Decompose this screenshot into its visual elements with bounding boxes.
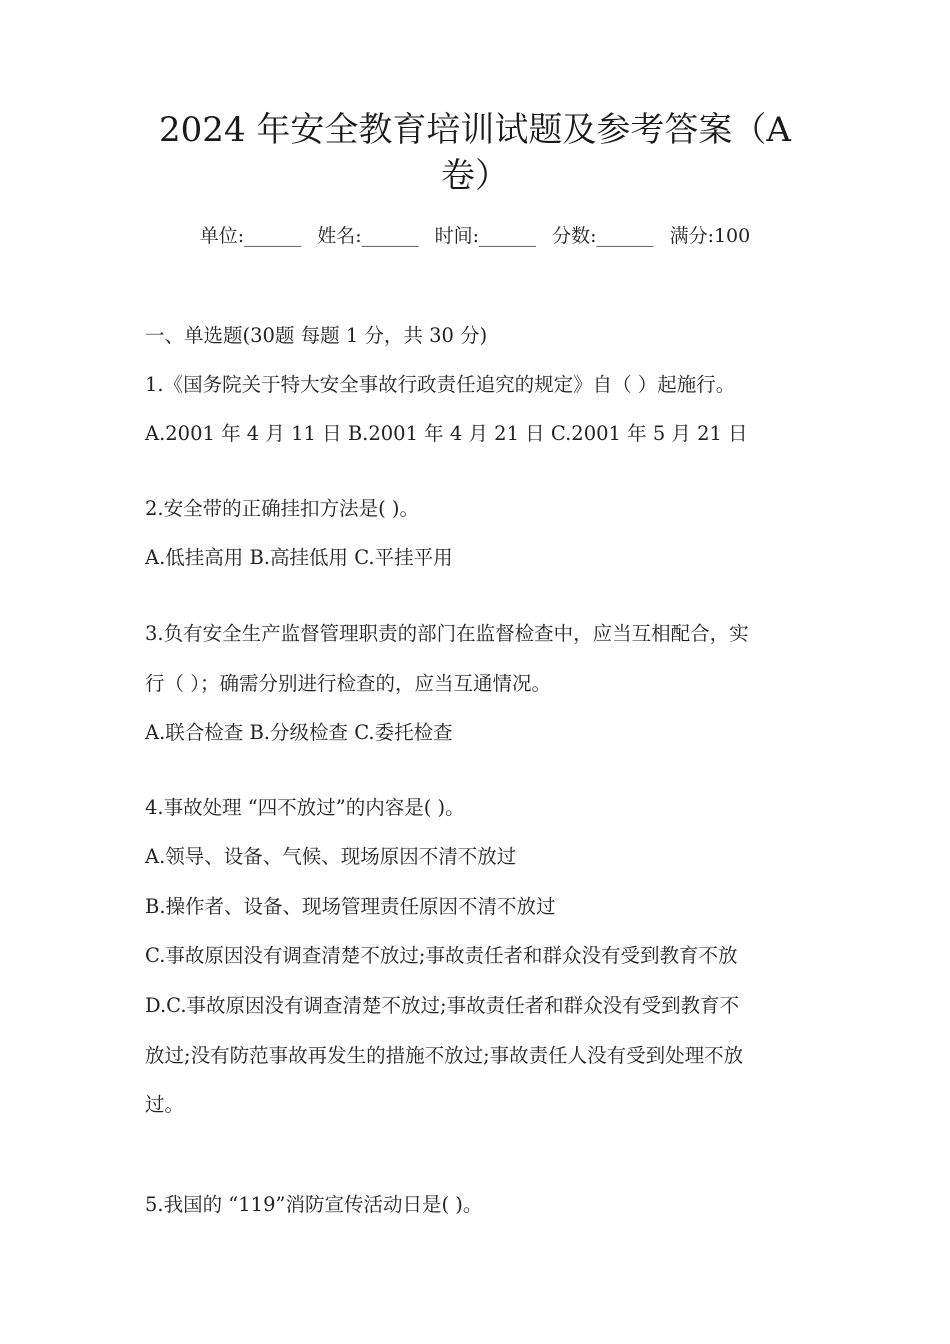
name-field: 姓名:______ bbox=[317, 225, 419, 247]
question-4-option-d-line-3: 过。 bbox=[145, 1093, 185, 1116]
question-3-stem-line-2: 行（ ）；确需分别进行检查的，应当互通情况。 bbox=[145, 672, 551, 695]
question-3-options: A.联合检查 B.分级检查 C.委托检查 bbox=[145, 721, 453, 744]
page-title-line-2: 卷） bbox=[441, 156, 509, 196]
question-4-option-d-line-1: D.C.事故原因没有调查清楚不放过;事故责任者和群众没有受到教育不 bbox=[145, 994, 740, 1017]
question-5-stem: 5.我国的 “119”消防宣传活动日是( )。 bbox=[145, 1193, 483, 1216]
exam-info-row bbox=[100, 222, 850, 250]
question-1-stem: 1.《国务院关于特大安全事故行政责任追究的规定》自（ ）起施行。 bbox=[145, 373, 736, 396]
unit-field: 单位:______ bbox=[199, 225, 302, 247]
page-title-line-1: 2024 年安全教育培训试题及参考答案（A bbox=[159, 110, 791, 150]
question-4-option-c: C.事故原因没有调查清楚不放过;事故责任者和群众没有受到教育不放 bbox=[145, 944, 738, 967]
time-field: 时间:______ bbox=[434, 225, 537, 247]
question-2-options: A.低挂高用 B.高挂低用 C.平挂平用 bbox=[145, 546, 453, 569]
question-4-option-b: B.操作者、设备、现场管理责任原因不清不放过 bbox=[145, 895, 556, 918]
question-1-options: A.2001 年 4 月 11 日 B.2001 年 4 月 21 日 C.2001 年 5 月 21 日 bbox=[145, 422, 748, 445]
question-3-stem-line-1: 3.负有安全生产监督管理职责的部门在监督检查中，应当互相配合，实 bbox=[145, 622, 749, 645]
question-4-stem: 4.事故处理 “四不放过”的内容是( )。 bbox=[145, 796, 465, 819]
score-field: 分数:______ bbox=[552, 225, 654, 247]
question-2-stem: 2.安全带的正确挂扣方法是( )。 bbox=[145, 497, 420, 520]
question-4-option-a: A.领导、设备、气候、现场原因不清不放过 bbox=[145, 845, 517, 868]
full-score-field: 满分:100 bbox=[669, 225, 751, 247]
question-4-option-d-line-2: 放过;没有防范事故再发生的措施不放过;事故责任人没有受到处理不放 bbox=[145, 1044, 744, 1067]
section-heading: 一、单选题(30题 每题 1 分，共 30 分) bbox=[145, 324, 488, 347]
